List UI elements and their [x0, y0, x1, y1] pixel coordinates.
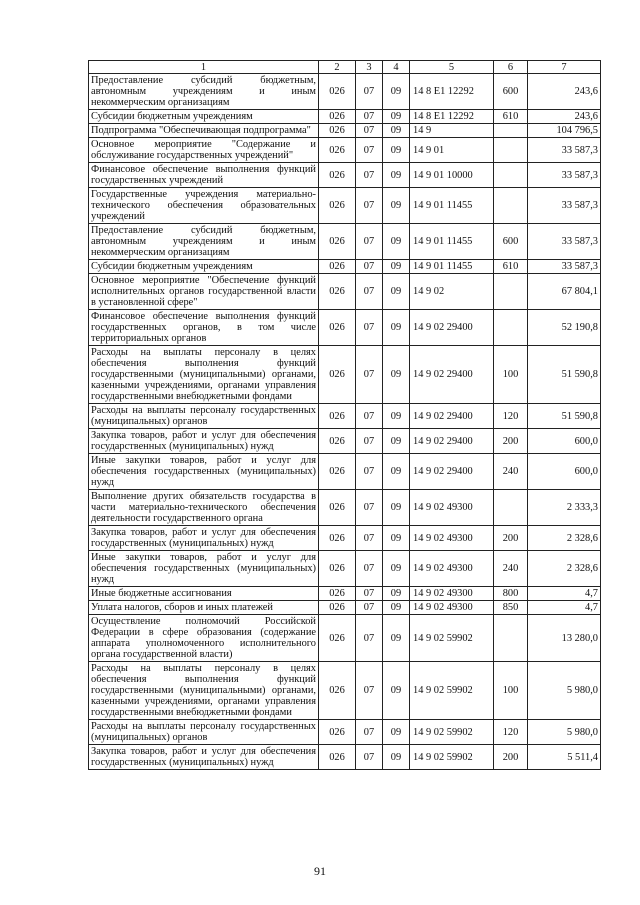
cell-rz: 07: [356, 274, 383, 310]
table-row: [89, 745, 601, 770]
cell-pr: 09: [383, 74, 410, 110]
cell-rz: 07: [356, 138, 383, 163]
cell-pr: 09: [383, 429, 410, 454]
cell-vr: 240: [494, 454, 528, 490]
table-row: [89, 490, 601, 526]
cell-ved: 026: [319, 454, 356, 490]
cell-sum: 4,7: [528, 587, 601, 601]
cell-name: Уплата налогов, сборов и иных платежей: [89, 601, 319, 615]
cell-ved: 026: [319, 601, 356, 615]
cell-rz: 07: [356, 110, 383, 124]
cell-ved: 026: [319, 138, 356, 163]
table-row: [89, 454, 601, 490]
cell-csr: 14 9 02 59902: [410, 662, 494, 720]
cell-pr: 09: [383, 601, 410, 615]
cell-csr: 14 9 02 29400: [410, 429, 494, 454]
cell-ved: 026: [319, 615, 356, 662]
cell-vr: 100: [494, 346, 528, 404]
cell-sum: 243,6: [528, 110, 601, 124]
cell-pr: 09: [383, 662, 410, 720]
cell-vr: 600: [494, 74, 528, 110]
cell-vr: 200: [494, 429, 528, 454]
cell-vr: 850: [494, 601, 528, 615]
cell-name: Основное мероприятие "Содержание и обслуживание государственных учреждений": [89, 138, 319, 163]
header-cell: 5: [410, 61, 494, 74]
table-row: [89, 615, 601, 662]
cell-pr: 09: [383, 551, 410, 587]
cell-sum: 33 587,3: [528, 224, 601, 260]
table-row: [89, 124, 601, 138]
cell-sum: 13 280,0: [528, 615, 601, 662]
cell-pr: 09: [383, 260, 410, 274]
cell-ved: 026: [319, 310, 356, 346]
cell-name: Предоставление субсидий бюджетным, автономным учреждениям и иным некоммерческим организациям: [89, 74, 319, 110]
cell-sum: 600,0: [528, 429, 601, 454]
cell-csr: 14 8 E1 12292: [410, 74, 494, 110]
cell-rz: 07: [356, 404, 383, 429]
cell-csr: 14 9 02 59902: [410, 745, 494, 770]
cell-vr: 610: [494, 110, 528, 124]
cell-ved: 026: [319, 260, 356, 274]
cell-rz: 07: [356, 551, 383, 587]
cell-csr: 14 9 02 49300: [410, 526, 494, 551]
header-cell: 7: [528, 61, 601, 74]
table-row: [89, 163, 601, 188]
cell-rz: 07: [356, 163, 383, 188]
cell-sum: 2 333,3: [528, 490, 601, 526]
table-body: [89, 61, 601, 770]
cell-rz: 07: [356, 74, 383, 110]
cell-vr: 240: [494, 551, 528, 587]
cell-sum: 2 328,6: [528, 526, 601, 551]
cell-pr: 09: [383, 720, 410, 745]
cell-sum: 51 590,8: [528, 404, 601, 429]
cell-sum: 33 587,3: [528, 163, 601, 188]
cell-rz: 07: [356, 346, 383, 404]
cell-csr: 14 9 02 49300: [410, 490, 494, 526]
cell-vr: 200: [494, 526, 528, 551]
table-row: [89, 74, 601, 110]
table-row: [89, 274, 601, 310]
cell-name: Расходы на выплаты персоналу государственных (муниципальных) органов: [89, 720, 319, 745]
cell-ved: 026: [319, 429, 356, 454]
cell-name: Иные закупки товаров, работ и услуг для обеспечения государственных (муниципальных) нужд: [89, 454, 319, 490]
table-row: [89, 224, 601, 260]
cell-vr: 600: [494, 224, 528, 260]
cell-csr: 14 8 E1 12292: [410, 110, 494, 124]
cell-pr: 09: [383, 274, 410, 310]
cell-name: Закупка товаров, работ и услуг для обеспечения государственных (муниципальных) нужд: [89, 429, 319, 454]
cell-pr: 09: [383, 526, 410, 551]
cell-sum: 33 587,3: [528, 188, 601, 224]
cell-name: Финансовое обеспечение выполнения функций государственных учреждений: [89, 163, 319, 188]
cell-pr: 09: [383, 587, 410, 601]
cell-pr: 09: [383, 346, 410, 404]
cell-csr: 14 9 02 29400: [410, 310, 494, 346]
cell-pr: 09: [383, 745, 410, 770]
cell-ved: 026: [319, 551, 356, 587]
cell-name: Осуществление полномочий Российской Федерации в сфере образования (содержание аппарата уполномоченного исполнительного органа государственной власти): [89, 615, 319, 662]
cell-csr: 14 9 02 49300: [410, 587, 494, 601]
cell-ved: 026: [319, 526, 356, 551]
cell-rz: 07: [356, 601, 383, 615]
cell-rz: 07: [356, 224, 383, 260]
table-row: [89, 429, 601, 454]
cell-pr: 09: [383, 188, 410, 224]
cell-pr: 09: [383, 163, 410, 188]
table-row: [89, 260, 601, 274]
cell-csr: 14 9: [410, 124, 494, 138]
table-row: [89, 720, 601, 745]
table-row: [89, 310, 601, 346]
header-row: [89, 61, 601, 74]
cell-ved: 026: [319, 720, 356, 745]
cell-vr: [494, 274, 528, 310]
cell-pr: 09: [383, 490, 410, 526]
cell-pr: 09: [383, 138, 410, 163]
cell-rz: 07: [356, 490, 383, 526]
cell-ved: 026: [319, 110, 356, 124]
cell-name: Субсидии бюджетным учреждениям: [89, 110, 319, 124]
cell-vr: 100: [494, 662, 528, 720]
cell-vr: [494, 124, 528, 138]
cell-csr: 14 9 01: [410, 138, 494, 163]
cell-name: Финансовое обеспечение выполнения функций государственных органов, в том числе территориальных органов: [89, 310, 319, 346]
table-row: [89, 587, 601, 601]
cell-csr: 14 9 02 29400: [410, 346, 494, 404]
cell-csr: 14 9 02 59902: [410, 720, 494, 745]
table-row: [89, 551, 601, 587]
cell-pr: 09: [383, 310, 410, 346]
cell-csr: 14 9 02 29400: [410, 454, 494, 490]
header-cell: 2: [319, 61, 356, 74]
cell-sum: 67 804,1: [528, 274, 601, 310]
cell-rz: 07: [356, 720, 383, 745]
budget-table: [88, 60, 601, 770]
cell-sum: 51 590,8: [528, 346, 601, 404]
cell-rz: 07: [356, 615, 383, 662]
cell-vr: [494, 138, 528, 163]
table-row: [89, 662, 601, 720]
table-row: [89, 188, 601, 224]
cell-name: Закупка товаров, работ и услуг для обеспечения государственных (муниципальных) нужд: [89, 745, 319, 770]
table-row: [89, 526, 601, 551]
cell-ved: 026: [319, 587, 356, 601]
cell-rz: 07: [356, 662, 383, 720]
cell-ved: 026: [319, 404, 356, 429]
cell-pr: 09: [383, 224, 410, 260]
table-row: [89, 404, 601, 429]
cell-csr: 14 9 02 49300: [410, 551, 494, 587]
cell-vr: 120: [494, 404, 528, 429]
cell-name: Выполнение других обязательств государства в части материально-технического обеспечения деятельности государственного органа: [89, 490, 319, 526]
cell-name: Основное мероприятие "Обеспечение функций исполнительных органов государственной власти в установленной сфере": [89, 274, 319, 310]
cell-vr: [494, 310, 528, 346]
cell-name: Иные бюджетные ассигнования: [89, 587, 319, 601]
cell-name: Закупка товаров, работ и услуг для обеспечения государственных (муниципальных) нужд: [89, 526, 319, 551]
cell-name: Расходы на выплаты персоналу в целях обеспечения выполнения функций государственными (муниципальными) органами, казенными учреждениями, органами управления государственными внебюджетными фондами: [89, 662, 319, 720]
cell-pr: 09: [383, 615, 410, 662]
cell-name: Субсидии бюджетным учреждениям: [89, 260, 319, 274]
cell-vr: [494, 615, 528, 662]
cell-csr: 14 9 01 11455: [410, 260, 494, 274]
cell-csr: 14 9 02 49300: [410, 601, 494, 615]
cell-vr: [494, 188, 528, 224]
cell-rz: 07: [356, 188, 383, 224]
header-cell: 6: [494, 61, 528, 74]
cell-sum: 2 328,6: [528, 551, 601, 587]
cell-csr: 14 9 01 11455: [410, 188, 494, 224]
header-cell: 3: [356, 61, 383, 74]
table-row: [89, 601, 601, 615]
cell-vr: 610: [494, 260, 528, 274]
cell-vr: 120: [494, 720, 528, 745]
cell-name: Государственные учреждения материально-технического обеспечения образовательных учреждений: [89, 188, 319, 224]
header-cell: 4: [383, 61, 410, 74]
cell-vr: [494, 490, 528, 526]
table-row: [89, 346, 601, 404]
cell-ved: 026: [319, 745, 356, 770]
cell-csr: 14 9 01 11455: [410, 224, 494, 260]
cell-ved: 026: [319, 662, 356, 720]
cell-name: Подпрограмма "Обеспечивающая подпрограмма": [89, 124, 319, 138]
cell-vr: [494, 163, 528, 188]
cell-ved: 026: [319, 274, 356, 310]
cell-ved: 026: [319, 74, 356, 110]
table-row: [89, 138, 601, 163]
cell-pr: 09: [383, 124, 410, 138]
cell-sum: 33 587,3: [528, 138, 601, 163]
cell-vr: 200: [494, 745, 528, 770]
cell-sum: 52 190,8: [528, 310, 601, 346]
cell-pr: 09: [383, 404, 410, 429]
cell-rz: 07: [356, 124, 383, 138]
cell-rz: 07: [356, 310, 383, 346]
cell-ved: 026: [319, 224, 356, 260]
cell-name: Иные закупки товаров, работ и услуг для обеспечения государственных (муниципальных) нужд: [89, 551, 319, 587]
cell-ved: 026: [319, 163, 356, 188]
cell-sum: 600,0: [528, 454, 601, 490]
cell-ved: 026: [319, 490, 356, 526]
cell-ved: 026: [319, 124, 356, 138]
cell-rz: 07: [356, 260, 383, 274]
cell-ved: 026: [319, 346, 356, 404]
cell-rz: 07: [356, 526, 383, 551]
cell-name: Расходы на выплаты персоналу государственных (муниципальных) органов: [89, 404, 319, 429]
page-number: 91: [314, 864, 326, 878]
cell-name: Расходы на выплаты персоналу в целях обеспечения выполнения функций государственными (муниципальными) органами, казенными учреждениями, органами управления государственными внебюджетными фондами: [89, 346, 319, 404]
cell-csr: 14 9 02 29400: [410, 404, 494, 429]
cell-sum: 5 980,0: [528, 662, 601, 720]
cell-sum: 33 587,3: [528, 260, 601, 274]
cell-sum: 243,6: [528, 74, 601, 110]
cell-sum: 5 511,4: [528, 745, 601, 770]
cell-pr: 09: [383, 110, 410, 124]
cell-sum: 104 796,5: [528, 124, 601, 138]
cell-name: Предоставление субсидий бюджетным, автономным учреждениям и иным некоммерческим организациям: [89, 224, 319, 260]
cell-rz: 07: [356, 587, 383, 601]
cell-csr: 14 9 02: [410, 274, 494, 310]
table-row: [89, 110, 601, 124]
cell-pr: 09: [383, 454, 410, 490]
cell-sum: 5 980,0: [528, 720, 601, 745]
cell-ved: 026: [319, 188, 356, 224]
cell-csr: 14 9 01 10000: [410, 163, 494, 188]
header-cell: 1: [89, 61, 319, 74]
cell-vr: 800: [494, 587, 528, 601]
cell-rz: 07: [356, 429, 383, 454]
cell-csr: 14 9 02 59902: [410, 615, 494, 662]
cell-rz: 07: [356, 745, 383, 770]
cell-rz: 07: [356, 454, 383, 490]
cell-sum: 4,7: [528, 601, 601, 615]
